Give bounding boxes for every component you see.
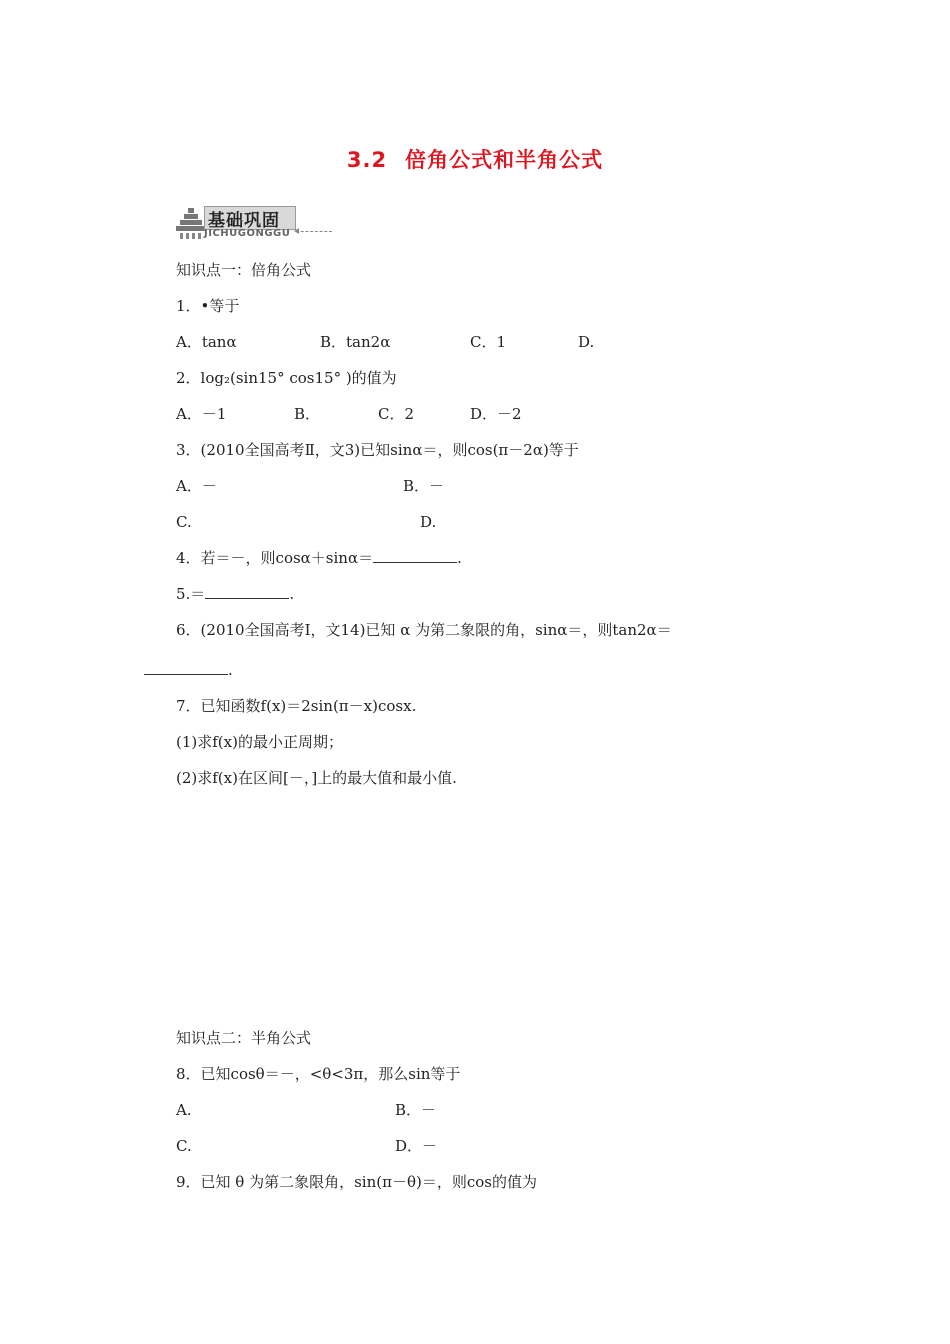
q5: 5.＝ . xyxy=(176,585,295,603)
q1-stem: 1．•等于 xyxy=(176,297,240,315)
q6-answer-blank[interactable] xyxy=(144,660,228,675)
q2-option-a: A．－1 xyxy=(176,405,227,423)
badge-subtitle: JICHUGONGGU xyxy=(204,228,291,239)
section-badge xyxy=(176,204,338,240)
q6-continuation: . xyxy=(144,660,233,680)
q9-stem: 9．已知 θ 为第二象限角，sin(π－θ)＝，则cos的值为 xyxy=(176,1173,537,1191)
q3-option-c: C. xyxy=(176,513,192,531)
stairs-icon xyxy=(176,206,206,240)
q8-option-d: D．－ xyxy=(395,1137,438,1155)
q8-stem: 8．已知cosθ＝－，<θ<3π，那么sin等于 xyxy=(176,1065,461,1083)
q1-option-d: D. xyxy=(578,333,595,351)
page-title: 3.2 倍角公式和半角公式 xyxy=(346,148,604,172)
q2-option-c: C．2 xyxy=(378,405,415,423)
q4: 4．若＝－，则cosα＋sinα＝ . xyxy=(176,549,462,567)
section1-heading: 知识点一：倍角公式 xyxy=(176,261,312,279)
q2-option-b: B． xyxy=(294,405,321,423)
q3-option-b: B．－ xyxy=(403,477,445,495)
badge-title: 基础巩固 xyxy=(208,211,280,231)
q3-stem: 3．(2010全国高考Ⅱ，文3)已知sinα＝，则cos(π－2α)等于 xyxy=(176,441,579,459)
arrow-left-icon xyxy=(296,231,332,232)
q8-option-b: B．－ xyxy=(395,1101,437,1119)
q7-stem: 7．已知函数f(x)＝2sin(π－x)cosx. xyxy=(176,697,417,715)
q3-option-d: D. xyxy=(420,513,437,531)
q1-option-b: B．tan2α xyxy=(320,333,391,351)
q7-part1: (1)求f(x)的最小正周期； xyxy=(176,733,343,751)
q2-stem: 2．log₂(sin15° cos15° )的值为 xyxy=(176,369,397,387)
q7-part2: (2)求f(x)在区间[－，]上的最大值和最小值. xyxy=(176,769,457,787)
q3-option-a: A．－ xyxy=(176,477,217,495)
q1-option-a: A．tanα xyxy=(176,333,237,351)
q2-option-d: D．－2 xyxy=(470,405,522,423)
section2-heading: 知识点二：半角公式 xyxy=(176,1029,312,1047)
q8-option-a: A. xyxy=(176,1101,192,1119)
q5-answer-blank[interactable] xyxy=(205,584,289,599)
q8-option-c: C. xyxy=(176,1137,192,1155)
q4-answer-blank[interactable] xyxy=(373,548,457,563)
q6-stem: 6．(2010全国高考Ⅰ，文14)已知 α 为第二象限的角，sinα＝，则tan2α＝ xyxy=(176,621,672,639)
q1-option-c: C．1 xyxy=(470,333,507,351)
